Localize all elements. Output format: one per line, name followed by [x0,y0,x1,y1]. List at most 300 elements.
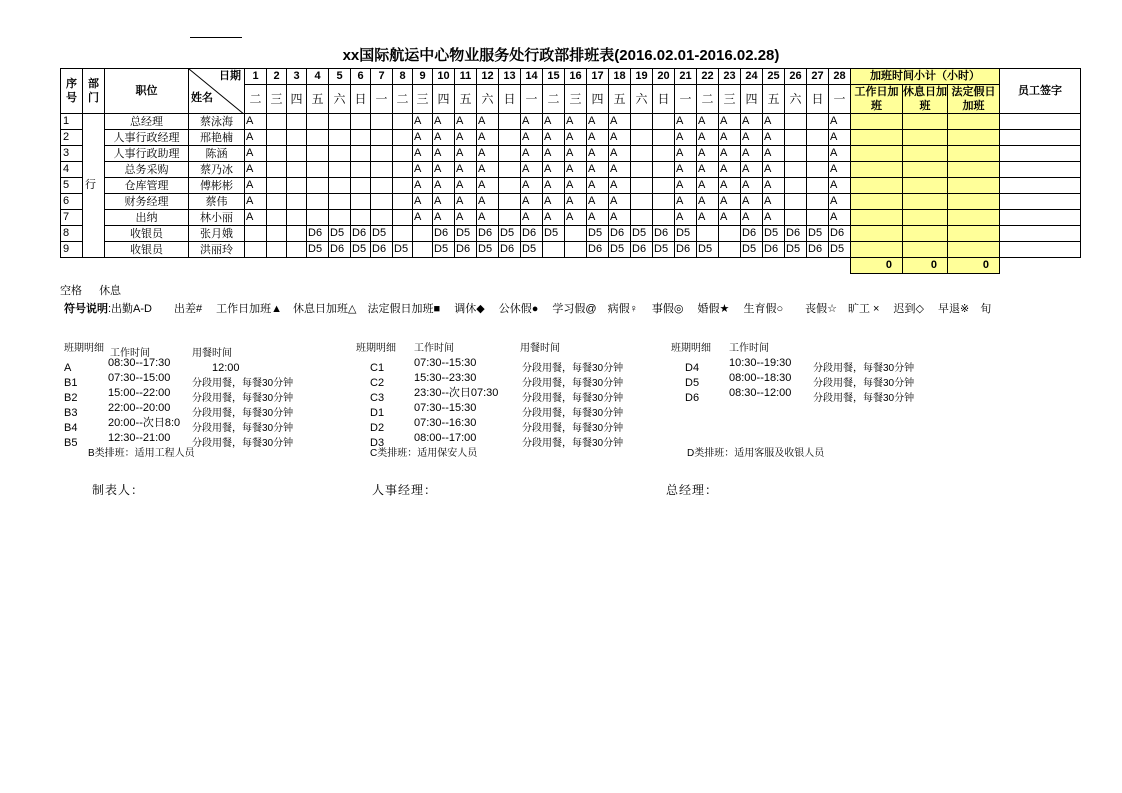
shift-cell [287,194,307,210]
shift-cell [393,210,413,226]
shift-cell: D6 [329,242,351,258]
shift-cell [245,226,267,242]
signature-cell [1000,226,1081,242]
shift-cell [307,130,329,146]
shift-row [356,356,624,374]
row-position: 总务采购 [105,162,189,178]
shift-cell [653,146,675,162]
shift-code: B1 [64,377,78,389]
shift-cell: A [565,114,587,130]
day-number: 8 [393,69,413,85]
weekday: 五 [763,85,785,114]
sign-gm: 总经理： [666,483,719,497]
date-label: 日期 [219,70,241,82]
shift-cell: A [829,162,851,178]
shift-cell: A [455,194,477,210]
shift-meal: 分段用餐，每餐30分钟 [813,363,915,374]
row-position: 仓库管理 [105,178,189,194]
shift-time: 07:30--15:00 [108,372,171,384]
shift-cell: A [433,210,455,226]
shift-cell: A [587,210,609,226]
shift-cell: A [697,162,719,178]
day-number: 11 [455,69,477,85]
shift-cell: A [697,130,719,146]
ot-restday-cell [903,210,948,226]
shift-note-c: C类排班：适用保安人员 [370,448,478,459]
shift-col-meal-c: 用餐时间 [520,343,560,354]
day-number: 21 [675,69,697,85]
weekday: 日 [653,85,675,114]
shift-row [356,431,624,449]
shift-cell: D6 [785,226,807,242]
shift-row [356,371,624,389]
legend-blank-value: 休息 [99,285,122,297]
shift-cell: D6 [829,226,851,242]
shift-block-d [671,341,914,461]
day-number: 23 [719,69,741,85]
weekday: 一 [829,85,851,114]
day-number: 4 [307,69,329,85]
shift-meal: 分段用餐，每餐30分钟 [192,378,294,389]
shift-cell [307,162,329,178]
shift-cell: D6 [807,242,829,258]
shift-time: 07:30--15:30 [414,402,477,414]
table-row [61,194,1081,210]
shift-cell: A [763,194,785,210]
ot-holiday-cell [948,242,1000,258]
shift-cell [267,178,287,194]
shift-cell: A [455,146,477,162]
day-number: 15 [543,69,565,85]
shift-cell: A [675,178,697,194]
shift-code: D6 [685,392,700,404]
row-position: 人事行政助理 [105,146,189,162]
shift-cell [565,226,587,242]
ot-restday-cell [903,194,948,210]
ot-total: 0 [948,258,1000,274]
shift-cell: A [829,146,851,162]
col-dept-header: 部门 [83,69,105,114]
shift-cell [287,242,307,258]
shift-cell [351,178,371,194]
row-no: 4 [61,162,83,178]
day-number: 16 [565,69,587,85]
shift-time: 22:00--20:00 [108,402,171,414]
shift-cell: A [543,146,565,162]
shift-cell: D5 [543,226,565,242]
shift-cell: A [609,194,631,210]
weekday: 四 [741,85,763,114]
shift-col-work: 工作时间 [110,348,150,359]
shift-meal: 分段用餐，每餐30分钟 [522,378,624,389]
row-no: 9 [61,242,83,258]
shift-cell [267,114,287,130]
row-no: 8 [61,226,83,242]
shift-cell [653,162,675,178]
shift-cell [287,130,307,146]
shift-cell: A [565,162,587,178]
shift-cell: A [477,194,499,210]
day-number: 7 [371,69,393,85]
shift-cell [267,162,287,178]
shift-cell: A [675,146,697,162]
shift-meal: 分段用餐，每餐30分钟 [192,423,294,434]
shift-col-detail: 班期明细 [64,343,104,354]
shift-cell: A [719,210,741,226]
shift-col-detail-d: 班期明细 [671,343,711,354]
shift-meal: 分段用餐，每餐30分钟 [192,438,294,449]
shift-row [671,386,915,404]
shift-code: B4 [64,422,78,434]
shift-cell: D6 [351,226,371,242]
shift-code: C2 [370,377,385,389]
shift-cell [499,162,521,178]
shift-cell: D6 [609,226,631,242]
symbol-legend-text: :出勤A-D 出差# 工作日加班▲ 休息日加班△ 法定假日加班■ 调休◆ 公休假● 学习假@ 病假♀ 事假◎ 婚假★ 生育假○ 丧假☆ 旷工 × 迟到◇ 早退※ 旬 [108,303,992,315]
shift-cell: A [521,194,543,210]
shift-cell [785,162,807,178]
shift-cell: A [413,162,433,178]
row-position: 收银员 [105,242,189,258]
ot-workday-cell [851,162,903,178]
row-name: 蔡乃冰 [189,162,245,178]
shift-cell [329,162,351,178]
shift-cell: A [609,178,631,194]
shift-col-meal: 用餐时间 [192,348,232,359]
shift-cell: A [413,130,433,146]
ot-workday-header: 工作日加班 [851,85,903,114]
shift-cell: A [413,146,433,162]
shift-cell: A [543,178,565,194]
shift-code: B3 [64,407,78,419]
shift-cell: A [675,114,697,130]
shift-cell: A [543,194,565,210]
shift-cell: A [741,178,763,194]
shift-cell: A [245,194,267,210]
shift-cell [785,178,807,194]
weekday: 一 [675,85,697,114]
ot-workday-cell [851,194,903,210]
shift-cell: A [829,114,851,130]
sign-hr: 人事经理： [372,483,438,497]
date-name-header [189,69,245,114]
row-name: 洪丽玲 [189,242,245,258]
shift-row [356,416,624,434]
shift-cell [785,146,807,162]
shift-cell [785,210,807,226]
shift-cell: A [719,130,741,146]
shift-cell [807,194,829,210]
shift-cell [307,194,329,210]
ot-workday-cell [851,146,903,162]
row-position: 收银员 [105,226,189,242]
weekday: 六 [631,85,653,114]
shift-cell: A [675,162,697,178]
shift-cell: D6 [741,226,763,242]
shift-cell [499,210,521,226]
col-seq-header: 序号 [61,69,83,114]
shift-row [671,371,915,389]
shift-block-b [64,341,293,461]
ot-restday-cell [903,226,948,242]
shift-meal: 分段用餐，每餐30分钟 [813,378,915,389]
shift-col-work-c: 工作时间 [414,343,454,354]
shift-cell: D5 [371,226,393,242]
shift-cell: A [477,210,499,226]
shift-cell: D5 [763,226,785,242]
shift-row [64,386,294,404]
shift-cell: A [477,130,499,146]
shift-cell: D5 [741,242,763,258]
shift-row [356,401,624,419]
shift-cell: A [587,146,609,162]
shift-cell [287,226,307,242]
row-no: 1 [61,114,83,130]
ot-holiday-cell [948,194,1000,210]
shift-time: 15:00--22:00 [108,387,171,399]
shift-cell [393,226,413,242]
day-number: 3 [287,69,307,85]
shift-cell: A [543,130,565,146]
overtime-title: 加班时间小计（小时） [851,69,1000,85]
signature-cell [1000,194,1081,210]
table-row [61,242,1081,258]
legend-blank [60,282,121,298]
shift-code: D5 [685,377,700,389]
ot-workday-cell [851,210,903,226]
shift-cell: A [741,146,763,162]
shift-cell: A [565,146,587,162]
shift-cell [719,242,741,258]
weekday: 二 [393,85,413,114]
weekday: 四 [433,85,455,114]
shift-cell: A [543,210,565,226]
shift-meal: 分段用餐，每餐30分钟 [192,408,294,419]
shift-cell: A [245,130,267,146]
day-number: 18 [609,69,631,85]
shift-cell: A [477,162,499,178]
shift-row [671,356,915,374]
shift-row [356,386,624,404]
ot-holiday-cell [948,162,1000,178]
shift-cell: D6 [763,242,785,258]
weekday: 六 [785,85,807,114]
day-number: 10 [433,69,455,85]
shift-cell: A [521,162,543,178]
row-no: 5 [61,178,83,194]
day-number: 24 [741,69,763,85]
weekday: 一 [521,85,543,114]
ot-restday-cell [903,178,948,194]
shift-cell [413,226,433,242]
shift-cell [413,242,433,258]
shift-cell: A [675,194,697,210]
shift-cell: D5 [393,242,413,258]
weekday: 一 [371,85,393,114]
ot-workday-cell [851,226,903,242]
shift-cell [697,226,719,242]
signature-cell [1000,178,1081,194]
shift-cell: D5 [697,242,719,258]
schedule-table [60,68,1081,274]
shift-cell [351,162,371,178]
weekday: 三 [267,85,287,114]
shift-cell: D6 [631,242,653,258]
shift-cell: A [763,210,785,226]
shift-cell [371,210,393,226]
shift-cell: A [741,194,763,210]
shift-cell: D6 [477,226,499,242]
shift-cell [785,194,807,210]
shift-cell: A [433,178,455,194]
shift-cell [393,114,413,130]
shift-cell [393,162,413,178]
shift-cell: A [433,130,455,146]
ot-restday-cell [903,242,948,258]
shift-block-c [356,341,623,461]
shift-time: 07:30--16:30 [414,417,477,429]
shift-cell [499,178,521,194]
shift-cell [499,130,521,146]
shift-cell: A [609,130,631,146]
weekday: 日 [351,85,371,114]
shift-cell [329,178,351,194]
signature-cell [1000,130,1081,146]
shift-cell: A [543,114,565,130]
shift-cell: A [609,162,631,178]
shift-cell: A [245,114,267,130]
shift-cell [287,162,307,178]
shift-time: 12:30--21:00 [108,432,171,444]
shift-cell [393,130,413,146]
ot-holiday-cell [948,146,1000,162]
shift-cell: A [455,210,477,226]
shift-cell: D6 [499,242,521,258]
shift-cell: A [697,210,719,226]
weekday: 三 [719,85,741,114]
table-row [61,114,1081,130]
row-name: 张月娥 [189,226,245,242]
row-no: 3 [61,146,83,162]
shift-cell: A [675,210,697,226]
shift-cell [329,130,351,146]
shift-cell: A [719,146,741,162]
shift-cell: A [697,194,719,210]
shift-cell: A [245,162,267,178]
shift-code: B2 [64,392,78,404]
ot-restday-cell [903,162,948,178]
shift-time: 10:30--19:30 [729,357,792,369]
shift-cell: A [521,114,543,130]
day-number: 27 [807,69,829,85]
shift-cell: A [609,114,631,130]
shift-cell [287,146,307,162]
day-number: 13 [499,69,521,85]
signature-cell [1000,162,1081,178]
shift-cell: A [829,210,851,226]
shift-code: B5 [64,437,78,449]
shift-cell: A [587,114,609,130]
shift-meal: 分段用餐，每餐30分钟 [522,363,624,374]
shift-cell [267,194,287,210]
shift-cell [807,210,829,226]
shift-cell: A [455,178,477,194]
shift-cell [371,130,393,146]
shift-cell: A [763,146,785,162]
page-title: xx国际航运中心物业服务处行政部排班表(2016.02.01-2016.02.28) [342,47,780,64]
weekday: 四 [587,85,609,114]
shift-cell: D5 [587,226,609,242]
shift-cell: A [587,178,609,194]
row-name: 傅彬彬 [189,178,245,194]
shift-cell: A [477,178,499,194]
table-row [61,130,1081,146]
shift-cell [631,178,653,194]
sign-maker: 制表人： [92,483,145,497]
signature-cell [1000,146,1081,162]
ot-restday-cell [903,146,948,162]
signature-cell [1000,114,1081,130]
weekday: 六 [477,85,499,114]
shift-cell: A [763,162,785,178]
shift-cell [807,130,829,146]
shift-cell: A [477,146,499,162]
shift-cell [653,178,675,194]
shift-cell [371,178,393,194]
shift-cell: D6 [433,226,455,242]
day-number: 1 [245,69,267,85]
shift-cell [371,194,393,210]
ot-holiday-cell [948,210,1000,226]
shift-time: 08:30--17:30 [108,357,171,369]
ot-holiday-header: 法定假日加班 [948,85,1000,114]
shift-cell [785,130,807,146]
shift-cell [499,194,521,210]
shift-cell [287,114,307,130]
shift-cell [351,194,371,210]
shift-time: 20:00--次日8:0 [108,417,181,429]
shift-cell: D5 [675,226,697,242]
shift-cell: A [609,146,631,162]
col-position-header: 职位 [105,69,189,114]
row-position: 总经理 [105,114,189,130]
shift-cell: A [455,162,477,178]
shift-cell: A [829,194,851,210]
shift-cell: D5 [521,242,543,258]
shift-cell: A [587,130,609,146]
shift-cell [329,114,351,130]
weekday: 四 [287,85,307,114]
shift-cell: A [697,146,719,162]
shift-note-b: B类排班：适用工程人员 [88,448,195,459]
shift-cell: A [741,162,763,178]
row-position: 出纳 [105,210,189,226]
shift-cell [499,146,521,162]
shift-cell: A [719,194,741,210]
shift-cell: A [521,210,543,226]
shift-cell: A [245,210,267,226]
shift-col-detail-c: 班期明细 [356,343,396,354]
ot-workday-cell [851,130,903,146]
day-number: 19 [631,69,653,85]
legend-blank-label: 空格 [60,285,82,297]
name-label: 姓名 [191,92,213,104]
table-row [61,178,1081,194]
weekday: 五 [609,85,631,114]
shift-cell: A [587,194,609,210]
shift-cell: D5 [609,242,631,258]
shift-cell: A [697,178,719,194]
